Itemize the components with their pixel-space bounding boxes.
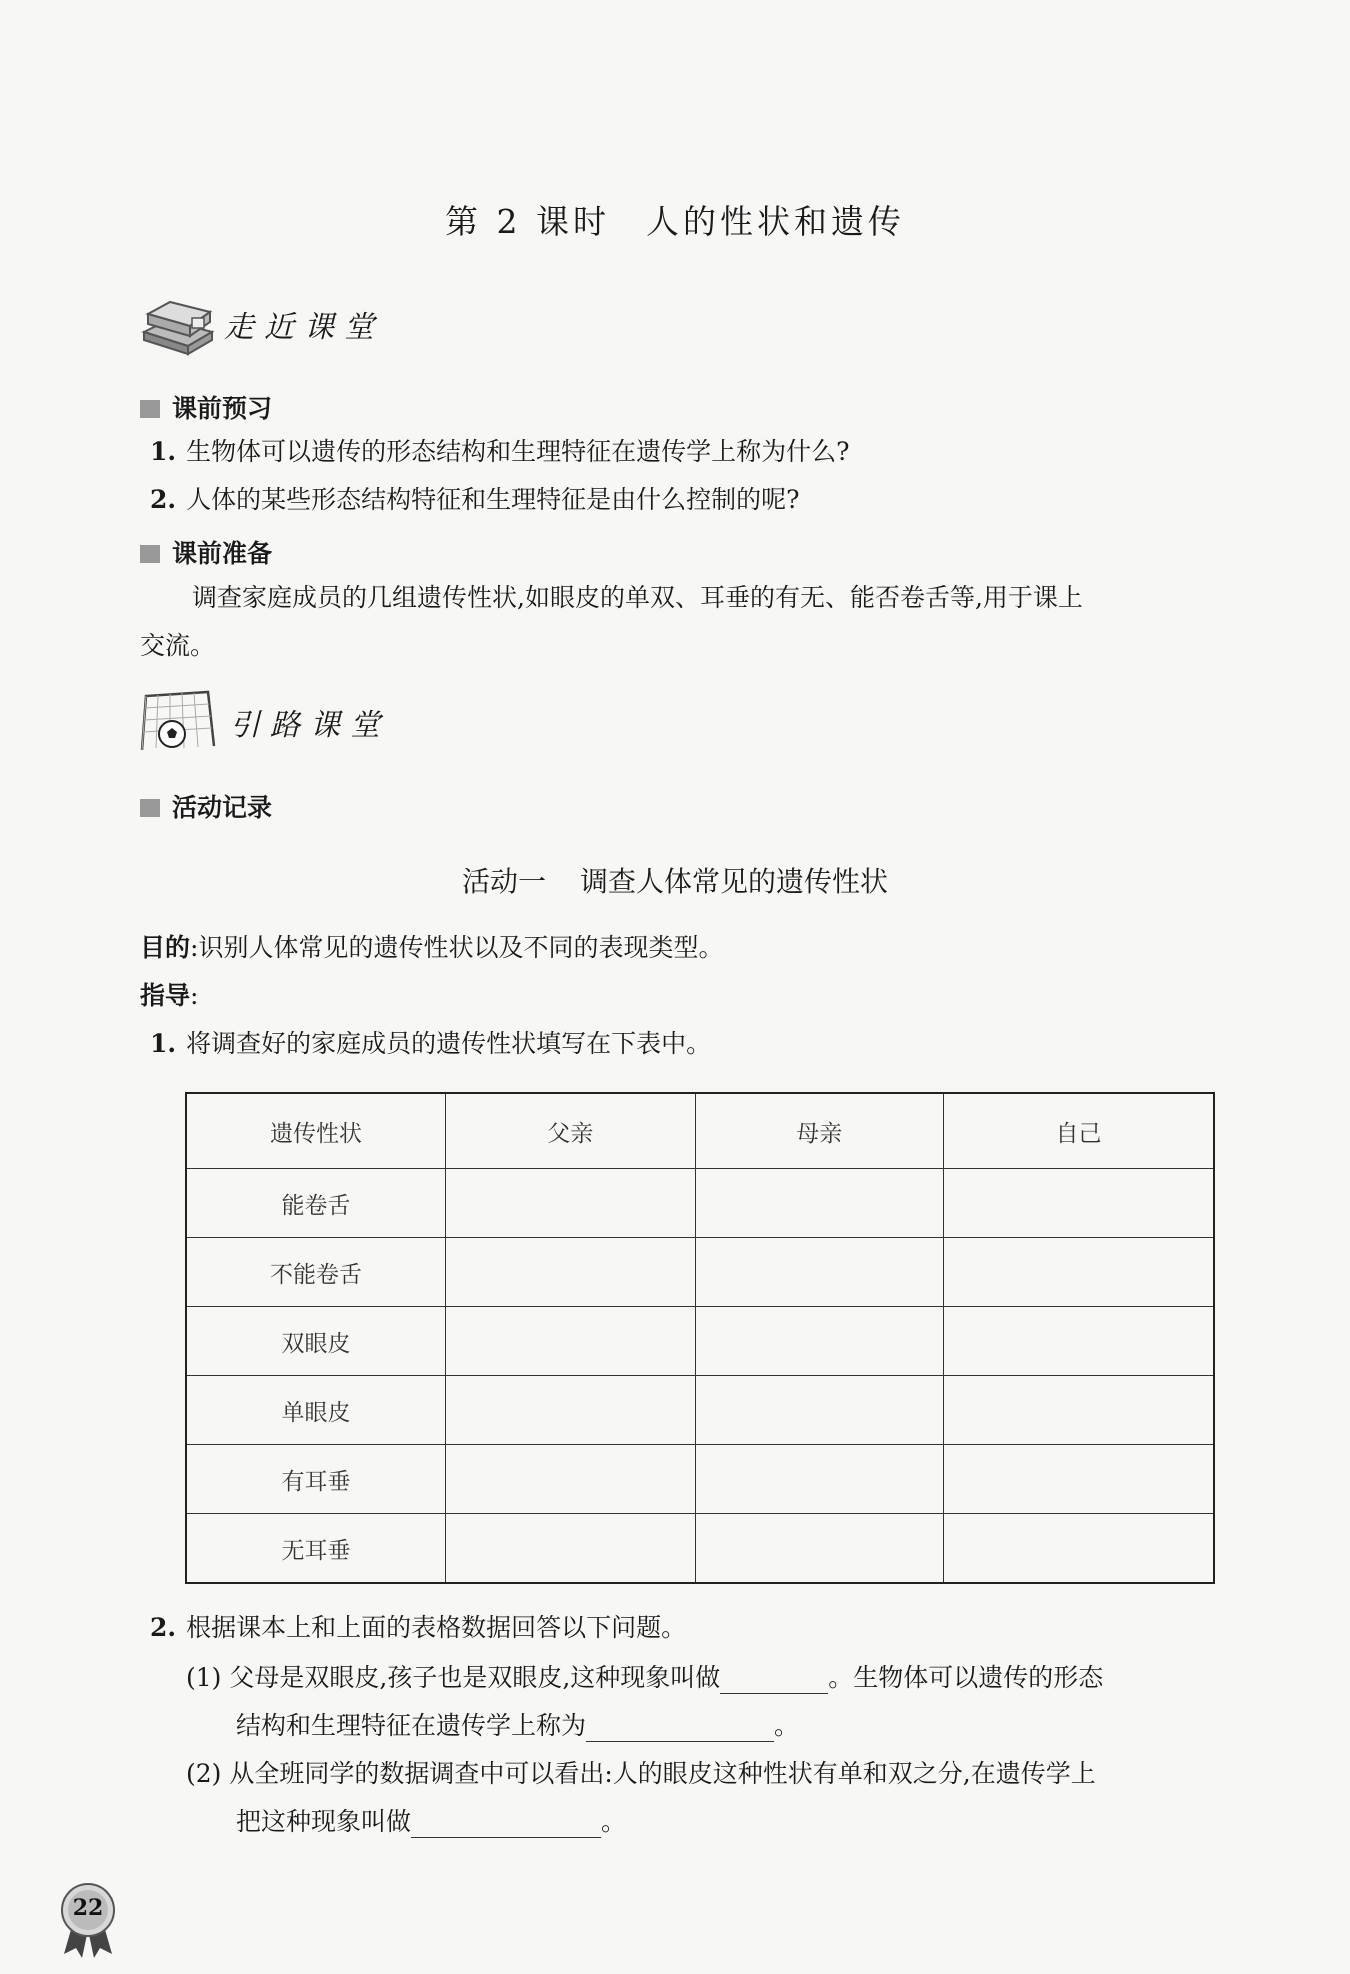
mother-cell[interactable]: [695, 1445, 944, 1514]
self-cell[interactable]: [944, 1445, 1214, 1514]
trait-cell: 能卷舌: [186, 1169, 445, 1238]
preview-heading: [140, 389, 272, 425]
table-header-row: [186, 1093, 1214, 1169]
father-cell[interactable]: [445, 1514, 695, 1584]
mother-cell[interactable]: [695, 1238, 944, 1307]
answer-blank-3[interactable]: [411, 1811, 601, 1838]
traits-table: [185, 1092, 1215, 1584]
books-icon: [138, 292, 218, 356]
activity-title: 活动一 调查人体常见的遗传性状: [461, 865, 889, 898]
lesson-number: 第 2 课时: [445, 202, 610, 241]
prep-heading: [140, 534, 272, 570]
header-father: 父亲: [445, 1093, 695, 1169]
prep-paragraph: 调查家庭成员的几组遗传性状,如眼皮的单双、耳垂的有无、能否卷舌等,用于课上 交流。: [140, 583, 1083, 660]
self-cell[interactable]: [944, 1307, 1214, 1376]
question-2-line-1: (2) 从全班同学的数据调查中可以看出:人的眼皮这种性状有单和双之分,在遗传学上: [186, 1759, 1096, 1788]
step-1: 1. 将调查好的家庭成员的遗传性状填写在下表中。: [150, 1029, 712, 1058]
mother-cell[interactable]: [695, 1169, 944, 1238]
square-bullet-icon: [140, 799, 160, 817]
self-cell[interactable]: [944, 1238, 1214, 1307]
trait-cell: 无耳垂: [186, 1514, 445, 1584]
father-cell[interactable]: [445, 1238, 695, 1307]
table-row: [186, 1445, 1214, 1514]
father-cell[interactable]: [445, 1169, 695, 1238]
question-1-line-1: (1) 父母是双眼皮,孩子也是双眼皮,这种现象叫做 。生物体可以遗传的形态: [186, 1663, 1104, 1692]
prep-heading-text: 课前准备: [172, 539, 273, 568]
purpose-line: 目的:识别人体常见的遗传性状以及不同的表现类型。: [140, 933, 724, 962]
table-row: [186, 1169, 1214, 1238]
preview-question-1: 1. 生物体可以遗传的形态结构和生理特征在遗传学上称为什么?: [150, 437, 850, 466]
trait-cell: 有耳垂: [186, 1445, 445, 1514]
table-row: [186, 1514, 1214, 1584]
page-number: 22: [72, 1895, 104, 1921]
header-mother: 母亲: [695, 1093, 944, 1169]
table-row: [186, 1376, 1214, 1445]
answer-blank-2[interactable]: [586, 1715, 774, 1742]
step-2: 2. 根据课本上和上面的表格数据回答以下问题。: [150, 1613, 687, 1642]
activity-record-heading: [140, 788, 272, 824]
square-bullet-icon: [140, 545, 160, 563]
lesson-name: 人的性状和遗传: [645, 202, 905, 241]
question-1-line-2: 结构和生理特征在遗传学上称为 。: [236, 1711, 800, 1740]
activity-record-heading-text: 活动记录: [172, 793, 273, 822]
header-self: 自己: [944, 1093, 1214, 1169]
mother-cell[interactable]: [695, 1514, 944, 1584]
mother-cell[interactable]: [695, 1307, 944, 1376]
mother-cell[interactable]: [695, 1376, 944, 1445]
self-cell[interactable]: [944, 1169, 1214, 1238]
guide-label: 指导:: [140, 981, 199, 1010]
self-cell[interactable]: [944, 1514, 1214, 1584]
soccer-goal-icon: [138, 690, 222, 754]
trait-cell: 单眼皮: [186, 1376, 445, 1445]
section-banner-approach: [138, 292, 438, 356]
preview-heading-text: 课前预习: [172, 394, 273, 423]
trait-cell: 不能卷舌: [186, 1238, 445, 1307]
page-number-badge: [58, 1880, 118, 1960]
table-row: [186, 1307, 1214, 1376]
square-bullet-icon: [140, 400, 160, 418]
header-trait: 遗传性状: [186, 1093, 445, 1169]
father-cell[interactable]: [445, 1376, 695, 1445]
section-banner-guide: [138, 690, 438, 754]
section-label-approach: 走近课堂: [224, 310, 384, 345]
trait-cell: 双眼皮: [186, 1307, 445, 1376]
father-cell[interactable]: [445, 1445, 695, 1514]
preview-question-2: 2. 人体的某些形态结构特征和生理特征是由什么控制的呢?: [150, 485, 800, 514]
table-row: [186, 1238, 1214, 1307]
answer-blank-1[interactable]: [720, 1667, 828, 1694]
question-2-line-2: 把这种现象叫做 。: [236, 1807, 627, 1836]
self-cell[interactable]: [944, 1376, 1214, 1445]
section-label-guide: 引路课堂: [230, 708, 390, 743]
father-cell[interactable]: [445, 1307, 695, 1376]
lesson-title: [0, 196, 1350, 243]
